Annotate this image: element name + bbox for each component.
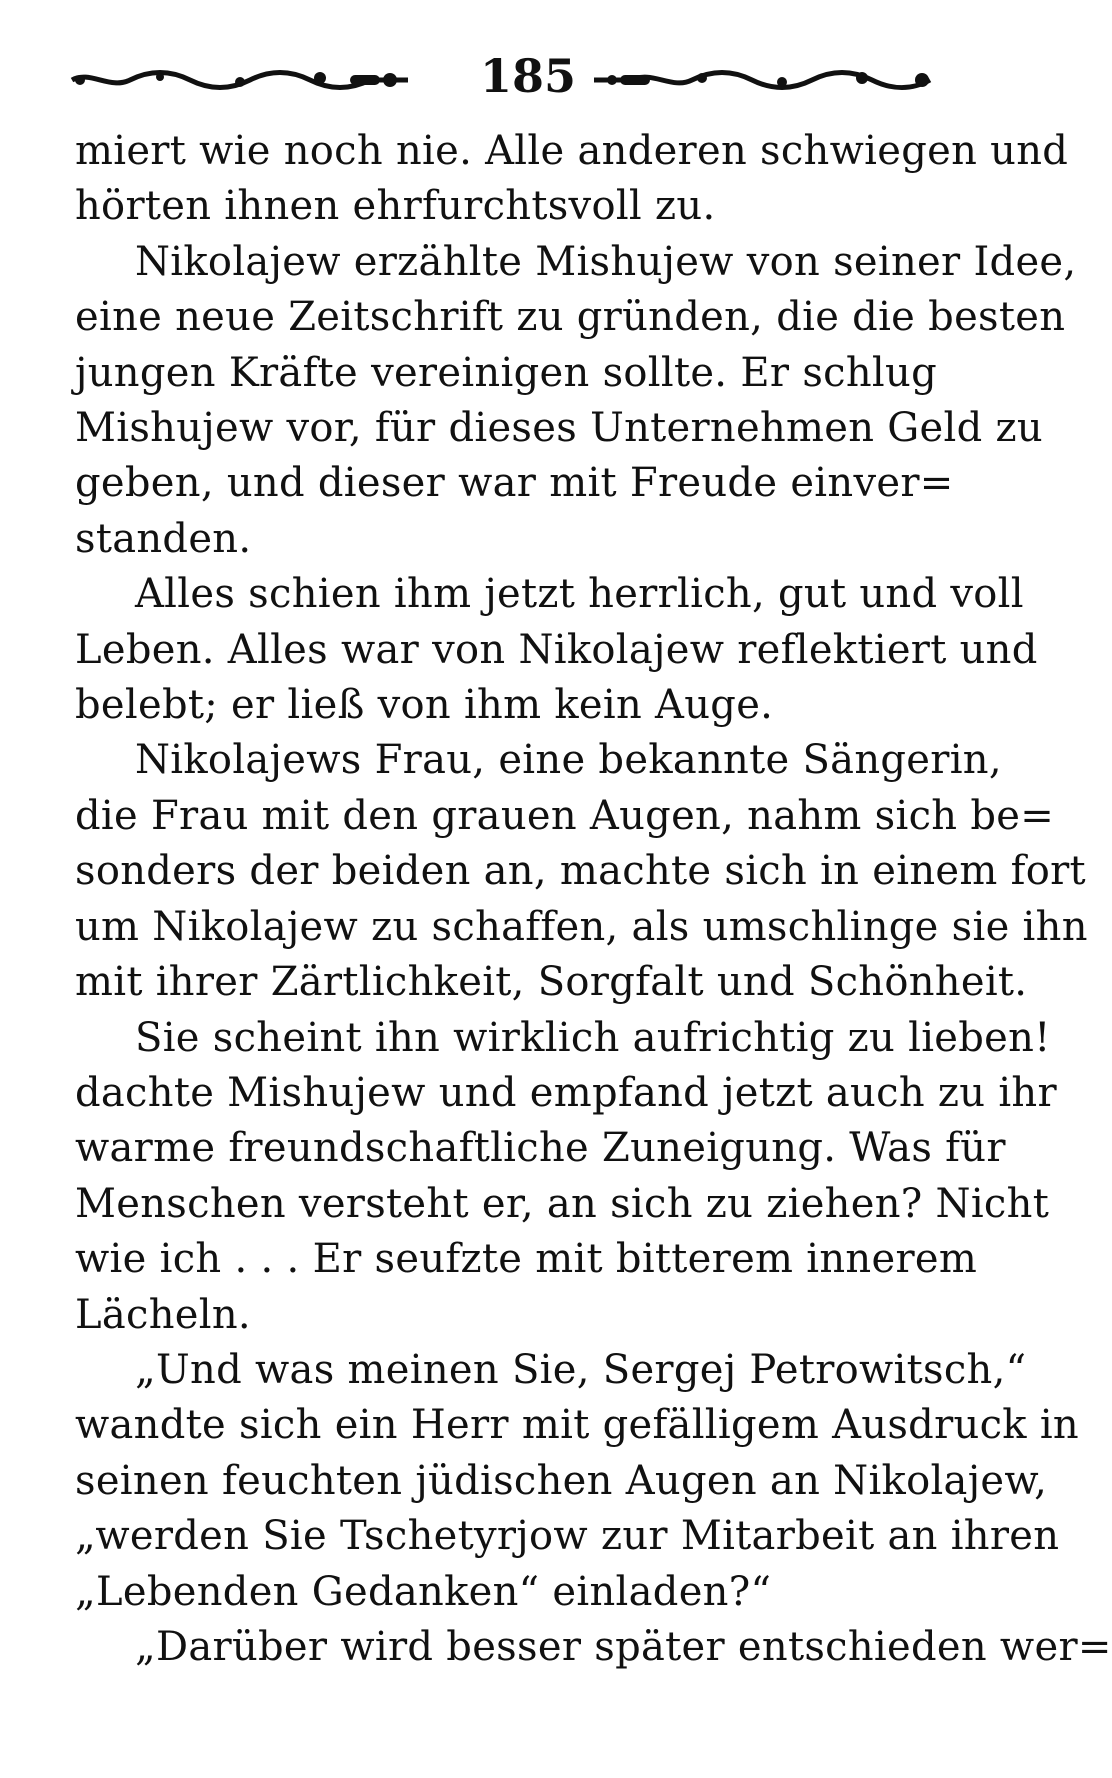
page-header [70, 46, 940, 106]
text-line: Leben. Alles war von Nikolajew reflektiert und [75, 626, 1038, 673]
body-text [75, 124, 1112, 1675]
paragraph [75, 1011, 1057, 1343]
text-line: Alles schien ihm jetzt herrlich, gut und voll [135, 571, 1024, 618]
text-line: Nikolajews Frau, eine bekannte Sängerin, [135, 737, 1002, 784]
text-line: dachte Mishujew und empfand jetzt auch zu ihr [75, 1069, 1057, 1116]
paragraph [75, 235, 1077, 567]
text-line: eine neue Zeitschrift zu gründen, die die besten [75, 294, 1066, 341]
text-line: um Nikolajew zu schaffen, als umschlinge sie ihn [75, 903, 1088, 950]
text-line: Mishujew vor, für dieses Unternehmen Geld zu [75, 405, 1043, 452]
text-line: jungen Kräfte vereinigen sollte. Er schlug [75, 349, 937, 396]
text-line: „Und was meinen Sie, Sergej Petrowitsch,“ [135, 1346, 1027, 1393]
text-line: Sie scheint ihn wirklich aufrichtig zu lieben! [135, 1014, 1051, 1061]
text-line: hörten ihnen ehrfurchtsvoll zu. [75, 183, 716, 230]
text-line: sonders der beiden an, machte sich in einem fort [75, 848, 1086, 895]
text-line: miert wie noch nie. Alle anderen schwiegen und [75, 128, 1069, 174]
paragraph [75, 1343, 1079, 1620]
text-line: Nikolajew erzählte Mishujew von seiner Idee, [135, 238, 1077, 285]
page-number: 185 [479, 49, 577, 103]
text-line: Lächeln. [75, 1291, 251, 1338]
text-line: wie ich . . . Er seufzte mit bitterem innerem [75, 1236, 978, 1283]
left-ornament-icon [70, 68, 410, 92]
right-ornament-icon [592, 68, 932, 92]
paragraph [75, 733, 1088, 1010]
paragraph [75, 567, 1038, 733]
text-line: „werden Sie Tschetyrjow zur Mitarbeit an ihren [75, 1513, 1060, 1560]
text-line: mit ihrer Zärtlichkeit, Sorgfalt und Schönheit. [75, 959, 1028, 1006]
text-line: Menschen versteht er, an sich zu ziehen? Nicht [75, 1180, 1050, 1227]
text-line: standen. [75, 515, 252, 562]
text-line: „Lebenden Gedanken“ einladen?“ [75, 1568, 772, 1615]
text-line: die Frau mit den grauen Augen, nahm sich be= [75, 792, 1055, 839]
text-line: „Darüber wird besser später entschieden wer= [135, 1623, 1112, 1670]
text-line: belebt; er ließ von ihm kein Auge. [75, 682, 774, 729]
paragraph [75, 124, 1069, 235]
paragraph [75, 1620, 1112, 1675]
text-line: geben, und dieser war mit Freude einver= [75, 460, 954, 507]
text-line: warme freundschaftliche Zuneigung. Was für [75, 1125, 1006, 1172]
text-line: wandte sich ein Herr mit gefälligem Ausdruck in [75, 1402, 1079, 1449]
text-line: seinen feuchten jüdischen Augen an Nikolajew, [75, 1457, 1048, 1504]
